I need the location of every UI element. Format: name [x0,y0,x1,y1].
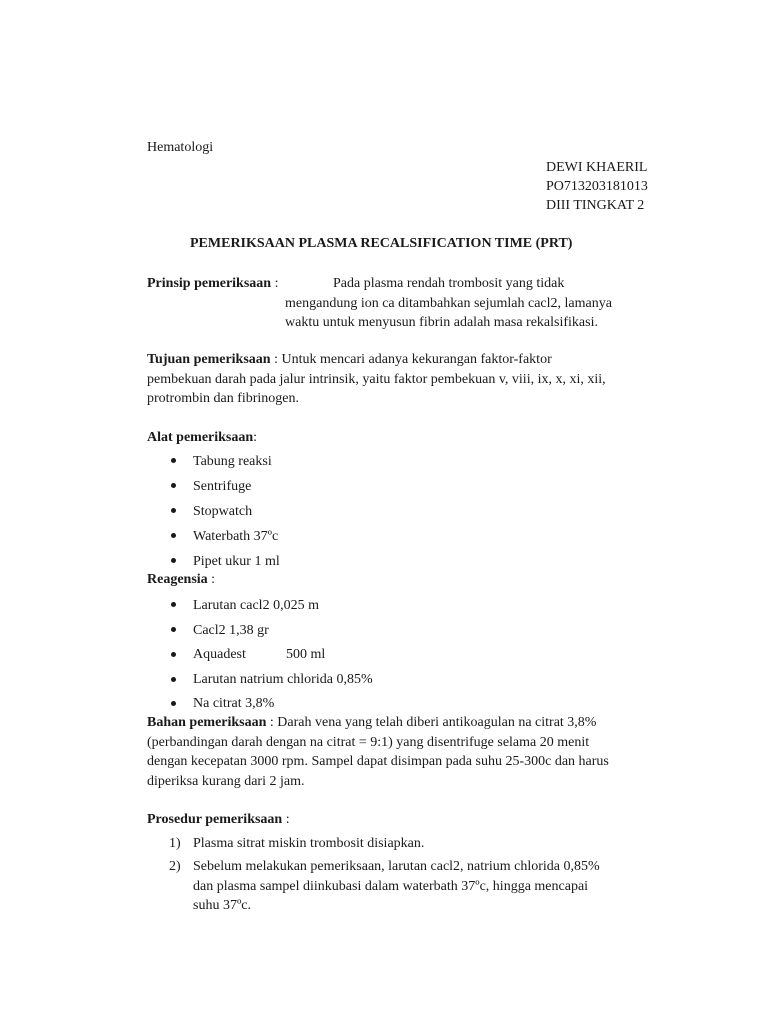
alat-colon: : [253,430,258,445]
bahan-section [147,713,596,732]
subject-label: Hematologi [147,140,214,155]
bullet-icon [171,508,176,513]
bullet-icon [171,483,176,488]
alat-item: Waterbath 37ºc [193,529,279,544]
reagensia-item: Larutan natrium chlorida 0,85% [193,672,373,687]
reagensia-item: Larutan cacl2 0,025 m [193,598,319,613]
bullet-icon [171,458,176,463]
bullet-icon [171,533,176,538]
bullet-icon [171,558,176,563]
alat-item: Pipet ukur 1 ml [193,554,280,569]
bullet-icon [171,677,176,682]
bahan-line: dengan kecepatan 3000 rpm. Sampel dapat disimpan pada suhu 25-300c dan harus [147,754,609,769]
step-line: suhu 37ºc. [193,898,252,913]
student-name: DEWI KHAERIL [546,160,648,175]
prinsip-section [147,274,278,293]
alat-item: Sentrifuge [193,479,252,494]
tujuan-line: protrombin dan fibrinogen. [147,391,300,406]
alat-label: Alat pemeriksaan [147,430,254,445]
bahan-label: Bahan pemeriksaan [147,715,267,730]
bullet-icon [171,652,176,657]
prosedur-label: Prosedur pemeriksaan [147,812,283,827]
prosedur-section [147,810,290,829]
step-line: Plasma sitrat miskin trombosit disiapkan. [193,836,425,851]
reagensia-colon: : [207,572,216,587]
alat-item: Stopwatch [193,504,253,519]
reagensia-label: Reagensia [147,572,208,587]
aquadest-amount: 500 ml [286,647,326,662]
alat-section [147,428,257,447]
step-line: dan plasma sampel diinkubasi dalam waterbath 37ºc, hingga mencapai [193,879,589,894]
step-number: 2) [169,859,181,874]
reagensia-item: Cacl2 1,38 gr [193,623,269,638]
prinsip-line: waktu untuk menyusun fibrin adalah masa rekalsifikasi. [285,315,598,330]
prinsip-line: Pada plasma rendah trombosit yang tidak [333,276,565,291]
reagensia-item: Aquadest [193,647,246,662]
bahan-line: diperiksa kurang dari 2 jam. [147,774,305,789]
prinsip-label: Prinsip pemeriksaan [147,276,272,291]
step-number: 1) [169,836,181,851]
alat-item: Tabung reaksi [193,454,272,469]
prinsip-line: mengandung ion ca ditambahkan sejumlah cacl2, lamanya [285,296,612,311]
bullet-icon [171,627,176,632]
document-title: PEMERIKSAAN PLASMA RECALSIFICATION TIME (PRT) [190,236,573,251]
step-line: Sebelum melakukan pemeriksaan, larutan cacl2, natrium chlorida 0,85% [193,859,600,874]
tujuan-section [147,350,552,369]
reagensia-item: Na citrat 3,8% [193,696,275,711]
bahan-line: (perbandingan darah dengan na citrat = 9:1) yang disentrifuge selama 20 menit [147,735,590,750]
tujuan-line: pembekuan darah pada jalur intrinsik, yaitu faktor pembekuan v, viii, ix, x, xi, xii, [147,372,606,387]
student-id: PO713203181013 [546,179,648,194]
reagensia-section [147,570,215,589]
bullet-icon [171,701,176,706]
prosedur-colon: : [282,812,290,827]
prinsip-colon: : [271,276,279,291]
tujuan-label: Tujuan pemeriksaan [147,352,271,367]
bullet-icon [171,602,176,607]
tujuan-line: : Untuk mencari adanya kekurangan faktor-faktor [270,352,552,367]
bahan-line: : Darah vena yang telah diberi antikoagulan na citrat 3,8% [266,715,597,730]
student-class: DIII TINGKAT 2 [546,198,645,213]
